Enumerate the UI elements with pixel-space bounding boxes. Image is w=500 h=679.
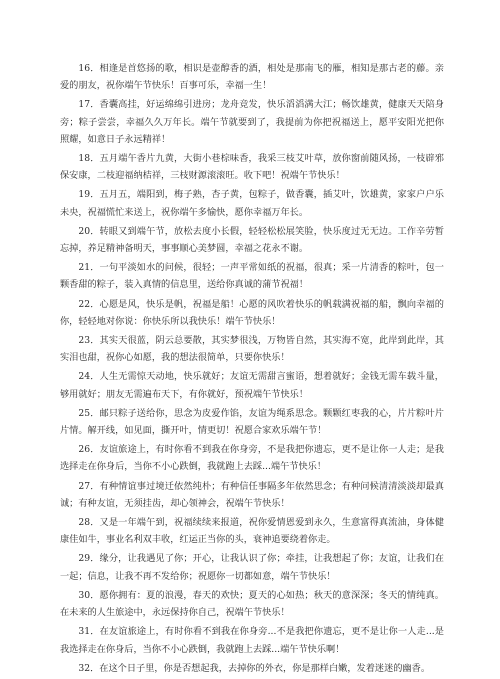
paragraph-18: 18．五月端午香片九黄，大街小巷棕味香，我采三枝艾叶草，放你窗前随风扬，一枝辟邪保安康，二枝迎福纳桔祥，三枝财源滚滚旺。收下吧！祝端午节快乐！ xyxy=(60,153,444,182)
paragraph-16: 16．相逢是首悠扬的歌，相识是壶醇香的酒，相处是那南飞的雁，相知是那古老的藤。亲爱的朋友，祝你端午节快乐！百事可乐，幸福一生！ xyxy=(60,63,444,92)
paragraph-19: 19．五月五，端阳到，梅子熟，杏子黄，包粽子，做香囊，插艾叶，饮雄黄，家家户户乐未央，祝福慌忙来送上，祝你端午多愉快，愿你幸福万年长。 xyxy=(60,189,444,218)
paragraph-23: 23．其实天很蓝，阴云总要散，其实梦很浅，万物皆自然，其实海不宽，此岸到此岸，其实泪也甜，祝你心如愿，我的想法很简单，只要你快乐！ xyxy=(60,335,444,364)
paragraph-27: 27．有种情谊事过境迁依然纯朴；有种信任事隔多年依然思念；有种问候清清淡淡却最真诚；有种友谊，无须挂齿，却心领神会，祝端午节快乐！ xyxy=(60,480,444,509)
paragraph-22: 22．心愿是风，快乐是帆，祝福是船！心愿的风吹着快乐的帆载满祝福的船，飘向幸福的你，轻轻地对你说：你快乐所以我快乐！端午节快乐！ xyxy=(60,298,444,327)
paragraph-17: 17．香囊高挂，好运绵绵引进房；龙舟竞发，快乐滔滔满大江；畅饮雄黄，健康天天陪身旁；粽子尝尝，幸福久久万年长。端午节就要到了，我提前为你把祝福送上，愿平安阳光把你照耀，如意日子永远精祥！ xyxy=(60,99,444,145)
paragraph-28: 28．又是一年端午到，祝福续续来报道，祝你爱情恩爱到永久，生意富得真流油，身体健康佳如牛，事业名利双丰收，红运正当你的头，衰神追要绕着你走。 xyxy=(60,517,444,546)
paragraph-29: 29．缘分，让我遇见了你；开心，让我认识了你；牵挂，让我想起了你；友谊，让我们在一起；信息，让我不再不发给你；祝愿你一切都如意，端午节快乐！ xyxy=(60,553,444,582)
paragraph-26: 26．友谊旅途上，有时你看不到我在你身旁，不是我把你遗忘，更不是让你一人走；是我选择走在你身后，当你不小心跌倒，我就跑上去踩...端午节快乐！ xyxy=(60,444,444,473)
paragraph-30: 30．愿你拥有：夏的浪漫，春天的欢快；夏天的心如热；秋天的意深深；冬天的情纯真。在未来的人生旅途中，永远保持你自己，祝端午节快乐！ xyxy=(60,589,444,619)
paragraph-24: 24．人生无需惊天动地，快乐就好；友谊无需甜言蜜语，想着就好；金钱无需车载斗量，够用就好；朋友无需遍布天下，有你就好，预祝端午节快乐！ xyxy=(60,371,444,400)
paragraph-32: 32．在这个日子里，你是否想起我，去掉你的外衣，你是那样白嫩，发着迷迷的幽香。 xyxy=(78,662,431,674)
paragraph-25: 25．邮只粽子送给你，思念为皮爱作馅，友谊为绳系思念。颗颗红枣我的心，片片粽叶片片情。解开线，如见面，撕开叶，情更切！祝愿合家欢乐端午节！ xyxy=(60,407,444,437)
paragraph-20: 20．转眼又到端午节，放松去度小长假，轻轻松松展笑脸，快乐度过无无边。工作辛劳暂忘掉，养足精神备明天，事事顺心美梦圆，幸福之花永不谢。 xyxy=(60,225,444,255)
paragraph-21: 21．一句平淡如水的问候，很轻；一声平常如纸的祝福，很真；采一片清香的粽叶，包一颗香甜的粽子，装入真情的信息里，送给你真诚的蒲节祝福！ xyxy=(60,262,444,291)
paragraph-31: 31．在友谊旅途上，有时你看不到我在你身旁...不是我把你遗忘，更不是让你一人走...是我选择走在你身后，当你不小心跌倒，我就跑上去踩...端午节快乐啊！ xyxy=(60,626,444,655)
article-body xyxy=(60,60,444,679)
